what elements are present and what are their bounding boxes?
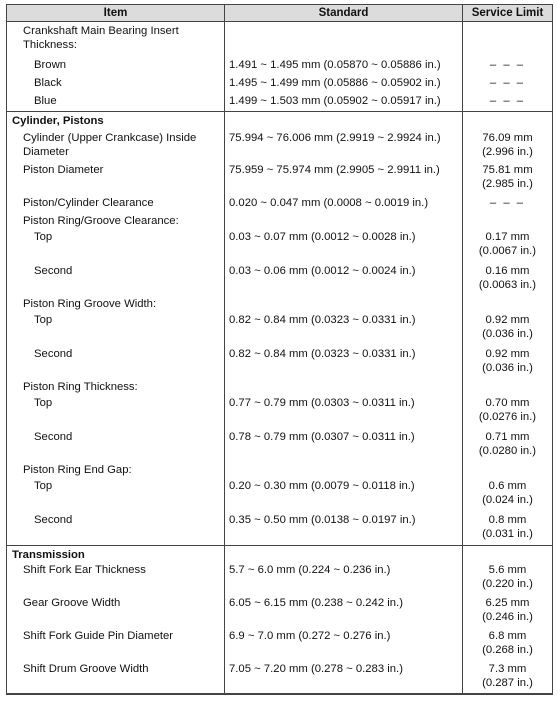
limit-value-inch: (0.0280 in.) [478,444,537,457]
limit-cell [463,347,553,379]
table-row [7,396,553,430]
item-cell: Second [7,430,225,462]
standard-cell: 7.05 ~ 7.20 mm (0.278 ~ 0.283 in.) [225,662,463,694]
table-row [7,596,553,629]
header-item: Item [7,5,225,22]
standard-cell: 1.495 ~ 1.499 mm (0.05886 ~ 0.05902 in.) [225,74,463,92]
table-row [7,264,553,296]
subgroup-title-row [7,296,553,313]
item-text-line1: Crankshaft Main Bearing Insert [23,25,179,37]
section-title: Transmission [7,546,225,563]
section-title-row [7,546,553,563]
limit-cell [463,629,553,662]
standard-cell: 6.9 ~ 7.0 mm (0.272 ~ 0.276 in.) [225,629,463,662]
limit-value-inch: (0.024 in.) [482,493,533,506]
limit-value-inch: (0.036 in.) [482,361,533,374]
table-row [7,430,553,462]
standard-cell [225,296,463,313]
limit-cell [463,513,553,546]
limit-cell [463,22,553,56]
standard-cell: 0.82 ~ 0.84 mm (0.0323 ~ 0.0331 in.) [225,313,463,347]
standard-cell: 0.020 ~ 0.047 mm (0.0008 ~ 0.0019 in.) [225,194,463,213]
limit-cell: – – – [463,194,553,213]
table-row [7,563,553,596]
limit-cell [463,662,553,694]
section-title-row [7,112,553,130]
limit-value-inch: (0.268 in.) [482,643,533,656]
item-cell: Gear Groove Width [7,596,225,629]
subgroup-title-row [7,462,553,479]
table-row [7,347,553,379]
section-cylinder-pistons [7,112,553,546]
limit-value: 0.16 mm [485,264,530,277]
standard-cell: 1.499 ~ 1.503 mm (0.05902 ~ 0.05917 in.) [225,92,463,112]
limit-cell [463,112,553,130]
header-service-limit: Service Limit [463,5,553,22]
limit-cell [463,264,553,296]
limit-cell [463,230,553,264]
table-row [7,230,553,264]
limit-value: 76.09 mm [482,131,533,144]
limit-value: 0.92 mm [485,313,530,326]
limit-value: 0.17 mm [485,230,530,243]
subgroup-title: Piston Ring/Groove Clearance: [7,213,225,230]
limit-cell: – – – [463,74,553,92]
item-text-line1: Cylinder (Upper Crankcase) Inside [23,131,197,144]
subgroup-title-row [7,213,553,230]
limit-value-inch: (0.287 in.) [482,676,533,689]
table-row [7,513,553,546]
item-cell: Black [7,74,225,92]
limit-value-inch: (0.031 in.) [482,527,533,540]
service-spec-table [6,4,553,695]
limit-cell [463,563,553,596]
item-cell [7,130,225,162]
table-row [7,629,553,662]
subgroup-title: Piston Ring Thickness: [7,379,225,396]
limit-value-inch: (0.0067 in.) [478,244,537,257]
item-cell [7,22,225,56]
item-cell: Top [7,396,225,430]
standard-cell: 0.35 ~ 0.50 mm (0.0138 ~ 0.0197 in.) [225,513,463,546]
limit-cell [463,546,553,563]
limit-value: 0.6 mm [488,479,527,492]
standard-cell [225,379,463,396]
standard-cell: 0.03 ~ 0.06 mm (0.0012 ~ 0.0024 in.) [225,264,463,296]
standard-cell: 0.82 ~ 0.84 mm (0.0323 ~ 0.0331 in.) [225,347,463,379]
standard-cell: 75.959 ~ 75.974 mm (2.9905 ~ 2.9911 in.) [225,162,463,194]
standard-cell: 0.03 ~ 0.07 mm (0.0012 ~ 0.0028 in.) [225,230,463,264]
limit-cell [463,430,553,462]
limit-value-inch: (0.0276 in.) [478,410,537,423]
limit-value: 7.3 mm [488,662,527,675]
subgroup-title: Piston Ring End Gap: [7,462,225,479]
section-transmission [7,546,553,694]
limit-cell: – – – [463,56,553,74]
limit-cell [463,379,553,396]
limit-value: 0.8 mm [488,513,527,526]
table-row [7,662,553,694]
item-text-line2: Thickness: [23,39,77,51]
table-row [7,313,553,347]
limit-cell [463,396,553,430]
standard-cell: 0.78 ~ 0.79 mm (0.0307 ~ 0.0311 in.) [225,430,463,462]
standard-cell: 6.05 ~ 6.15 mm (0.238 ~ 0.242 in.) [225,596,463,629]
table-row [7,22,553,56]
limit-value-inch: (0.0063 in.) [478,278,537,291]
standard-cell [225,22,463,56]
table-row [7,479,553,513]
table-row [7,130,553,162]
item-cell: Second [7,264,225,296]
section-bearing-insert [7,22,553,112]
table-row [7,194,553,213]
subgroup-title: Piston Ring Groove Width: [7,296,225,313]
standard-cell: 1.491 ~ 1.495 mm (0.05870 ~ 0.05886 in.) [225,56,463,74]
standard-cell [225,546,463,563]
item-cell: Second [7,513,225,546]
standard-cell [225,112,463,130]
limit-cell [463,213,553,230]
limit-value-inch: (2.985 in.) [482,177,533,190]
limit-value-inch: (0.220 in.) [482,577,533,590]
limit-cell [463,296,553,313]
item-cell: Top [7,313,225,347]
table-row [7,74,553,92]
limit-value: 0.70 mm [485,396,530,409]
standard-cell: 0.77 ~ 0.79 mm (0.0303 ~ 0.0311 in.) [225,396,463,430]
limit-value: 0.71 mm [485,430,530,443]
standard-cell: 0.20 ~ 0.30 mm (0.0079 ~ 0.0118 in.) [225,479,463,513]
limit-cell [463,162,553,194]
table-row [7,56,553,74]
standard-cell: 5.7 ~ 6.0 mm (0.224 ~ 0.236 in.) [225,563,463,596]
table-row [7,92,553,112]
limit-value: 6.25 mm [485,596,530,609]
section-title: Cylinder, Pistons [7,112,225,130]
limit-cell [463,462,553,479]
limit-value: 6.8 mm [488,629,527,642]
limit-cell: – – – [463,92,553,112]
limit-value: 5.6 mm [488,563,527,576]
header-standard: Standard [225,5,463,22]
subgroup-title-row [7,379,553,396]
limit-value-inch: (2.996 in.) [482,145,533,158]
item-cell: Brown [7,56,225,74]
standard-cell [225,213,463,230]
item-cell: Top [7,230,225,264]
standard-cell [225,462,463,479]
limit-value-inch: (0.036 in.) [482,327,533,340]
item-cell: Second [7,347,225,379]
limit-value: 0.92 mm [485,347,530,360]
header-row [7,5,553,22]
table-row [7,162,553,194]
item-cell: Shift Drum Groove Width [7,662,225,694]
limit-value-inch: (0.246 in.) [482,610,533,623]
item-cell: Shift Fork Guide Pin Diameter [7,629,225,662]
limit-cell [463,596,553,629]
item-text-line2: Diameter [23,145,69,158]
item-cell: Top [7,479,225,513]
limit-cell [463,479,553,513]
item-cell: Piston/Cylinder Clearance [7,194,225,213]
limit-cell [463,130,553,162]
item-cell: Shift Fork Ear Thickness [7,563,225,596]
item-cell: Piston Diameter [7,162,225,194]
item-cell: Blue [7,92,225,112]
limit-cell [463,313,553,347]
standard-cell: 75.994 ~ 76.006 mm (2.9919 ~ 2.9924 in.) [225,130,463,162]
limit-value: 75.81 mm [482,163,533,176]
